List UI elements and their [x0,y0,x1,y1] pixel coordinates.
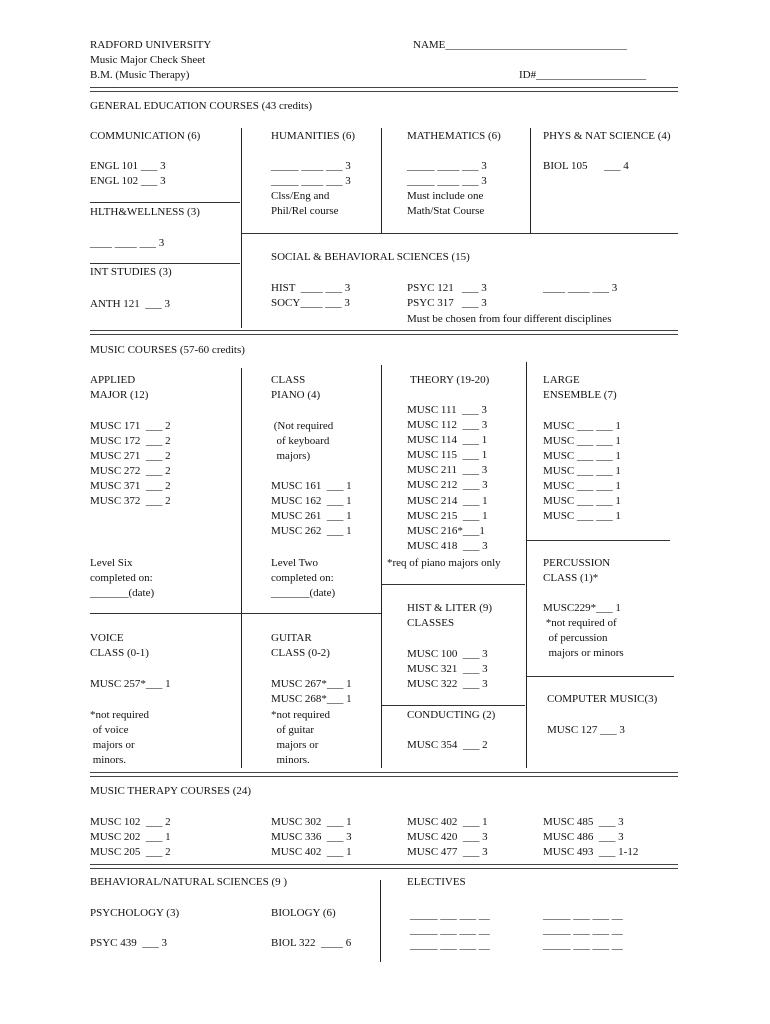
column-rule [241,128,242,328]
course-line: MUSC 371 ___ 2 [90,480,171,492]
communication-heading: COMMUNICATION (6) [90,130,201,142]
course-line: MUSC 205 ___ 2 [90,846,171,858]
course-line: MUSC 485 ___ 3 [543,816,624,828]
elective-field[interactable]: _____ ___ ___ __ [410,939,490,951]
course-line: MUSC 302 ___ 1 [271,816,352,828]
mathematics-heading: MATHEMATICS (6) [407,130,501,142]
course-line: MUSC 420 ___ 3 [407,831,488,843]
course-line: MUSC 111 ___ 3 [407,404,487,416]
computer-music-heading: COMPUTER MUSIC(3) [547,693,658,705]
course-line: MUSC ___ ___ 1 [543,420,621,432]
note-line: majors or [271,739,319,751]
applied-heading: MAJOR (12) [90,389,149,401]
elective-field[interactable]: _____ ___ ___ __ [543,924,623,936]
course-line: PSYC 317 ___ 3 [407,297,487,309]
note-line: *not required of [543,617,617,629]
divider [382,584,525,585]
note-line: majors) [271,450,311,462]
note-line: of voice [90,724,129,736]
course-line: MUSC 267*___ 1 [271,678,352,690]
course-line: HIST ____ ___ 3 [271,282,351,294]
course-line: BIOL 105 ___ 4 [543,160,629,172]
course-line: MUSC ___ ___ 1 [543,465,621,477]
voice-heading: CLASS (0-1) [90,647,149,659]
humanities-heading: HUMANITIES (6) [271,130,356,142]
hlth-heading: HLTH&WELLNESS (3) [90,206,200,218]
course-line: PSYC 439 ___ 3 [90,937,168,949]
large-ensemble-heading: ENSEMBLE (7) [543,389,617,401]
note-line: *req of piano majors only [387,557,501,569]
course-line: _____ ____ ___ 3 [271,175,351,187]
social-heading: SOCIAL & BEHAVIORAL SCIENCES (15) [271,251,470,263]
level-line: Level Six [90,557,133,569]
column-rule [381,128,382,233]
electives-title: ELECTIVES [407,876,466,888]
course-line: MUSC ___ ___ 1 [543,450,621,462]
course-line: MUSC 402 ___ 1 [407,816,488,828]
degree-title: B.M. (Music Therapy) [90,69,190,81]
note-line: of guitar [271,724,315,736]
psychology-heading: PSYCHOLOGY (3) [90,907,180,919]
note-line: minors. [90,754,127,766]
note-line: Math/Stat Course [407,205,485,217]
guitar-heading: GUITAR [271,632,312,644]
course-line: MUSC 336 ___ 3 [271,831,352,843]
hist-liter-heading: CLASSES [407,617,455,629]
course-line: MUSC ___ ___ 1 [543,435,621,447]
course-line: MUSC 271 ___ 2 [90,450,171,462]
course-line: SOCY____ ___ 3 [271,297,350,309]
note-line: *not required [90,709,149,721]
course-line: MUSC 262 ___ 1 [271,525,352,537]
course-line: MUSC 257*___ 1 [90,678,171,690]
sheet-title: Music Major Check Sheet [90,54,206,66]
guitar-heading: CLASS (0-2) [271,647,330,659]
column-rule [381,365,382,768]
percussion-heading: PERCUSSION [543,557,611,569]
level-line: completed on: [271,572,334,584]
note-line: Must be chosen from four different disciplines [407,313,612,325]
date-field[interactable]: _______(date) [90,587,155,599]
course-line: MUSC 214 ___ 1 [407,495,488,507]
elective-field[interactable]: _____ ___ ___ __ [410,909,490,921]
course-line: MUSC 354 ___ 2 [407,739,488,751]
course-line: PSYC 121 ___ 3 [407,282,487,294]
elective-field[interactable]: _____ ___ ___ __ [543,909,623,921]
course-line: MUSC 402 ___ 1 [271,846,352,858]
course-line: MUSC 322 ___ 3 [407,678,488,690]
course-line: _____ ____ ___ 3 [407,175,487,187]
course-line: ANTH 121 ___ 3 [90,298,171,310]
course-line: MUSC 216*___1 [407,525,485,537]
applied-heading: APPLIED [90,374,136,386]
course-line: MUSC 171 ___ 2 [90,420,171,432]
course-line: MUSC 486 ___ 3 [543,831,624,843]
behavioral-title: BEHAVIORAL/NATURAL SCIENCES (9 ) [90,876,288,888]
course-line: _____ ____ ___ 3 [407,160,487,172]
biology-heading: BIOLOGY (6) [271,907,336,919]
therapy-title: MUSIC THERAPY COURSES (24) [90,785,252,797]
elective-field[interactable]: _____ ___ ___ __ [410,924,490,936]
voice-heading: VOICE [90,632,124,644]
divider [90,263,240,264]
hist-liter-heading: HIST & LITER (9) [407,602,493,614]
divider [527,676,674,677]
divider [241,233,678,234]
class-piano-heading: PIANO (4) [271,389,321,401]
course-line: _____ ____ ___ 3 [271,160,351,172]
course-line: ____ ____ ___ 3 [90,237,165,249]
course-line: MUSC 161 ___ 1 [271,480,352,492]
course-line: MUSC 261 ___ 1 [271,510,352,522]
divider [527,540,670,541]
column-rule [380,880,381,962]
section-divider [90,87,678,92]
level-line: completed on: [90,572,153,584]
name-field[interactable]: NAME_________________________________ [413,39,627,51]
course-line: ENGL 102 ___ 3 [90,175,166,187]
divider [382,705,525,706]
course-line: MUSC ___ ___ 1 [543,480,621,492]
percussion-heading: CLASS (1)* [543,572,599,584]
section-divider [90,864,678,869]
conducting-heading: CONDUCTING (2) [407,709,496,721]
course-line: MUSC 115 ___ 1 [407,449,488,461]
course-line: MUSC 268*___ 1 [271,693,352,705]
class-piano-heading: CLASS [271,374,306,386]
university-name: RADFORD UNIVERSITY [90,39,212,51]
column-rule [530,128,531,233]
course-line: MUSC 272 ___ 2 [90,465,171,477]
course-line: MUSC 372 ___ 2 [90,495,171,507]
course-line: MUSC 418 ___ 3 [407,540,488,552]
note-line: Phil/Rel course [271,205,339,217]
music-title: MUSIC COURSES (57-60 credits) [90,344,245,356]
int-studies-heading: INT STUDIES (3) [90,266,172,278]
level-line: Level Two [271,557,318,569]
elective-field[interactable]: _____ ___ ___ __ [543,939,623,951]
course-line: MUSC 211 ___ 3 [407,464,488,476]
course-line: ENGL 101 ___ 3 [90,160,166,172]
course-line: MUSC 102 ___ 2 [90,816,171,828]
id-field[interactable]: ID#____________________ [519,69,647,81]
phys-nat-heading: PHYS & NAT SCIENCE (4) [543,130,671,142]
note-line: Must include one [407,190,484,202]
large-ensemble-heading: LARGE [543,374,580,386]
note-line: of percussion [543,632,608,644]
course-line: BIOL 322 ____ 6 [271,937,352,949]
note-line: *not required [271,709,330,721]
course-line: MUSC 321 ___ 3 [407,663,488,675]
note-line: Clss/Eng and [271,190,330,202]
course-line: MUSC 215 ___ 1 [407,510,488,522]
divider [90,202,240,203]
note-line: minors. [271,754,310,766]
course-line: MUSC ___ ___ 1 [543,495,621,507]
course-line: MUSC 162 ___ 1 [271,495,352,507]
note-line: of keyboard [271,435,330,447]
gen-ed-title: GENERAL EDUCATION COURSES (43 credits) [90,100,313,112]
course-line: MUSC 477 ___ 3 [407,846,488,858]
course-line: MUSC 100 ___ 3 [407,648,488,660]
note-line: (Not required [271,420,334,432]
course-line: MUSC 202 ___ 1 [90,831,171,843]
divider [90,613,381,614]
course-line: MUSC 114 ___ 1 [407,434,488,446]
course-line: MUSC ___ ___ 1 [543,510,621,522]
course-line: MUSC229*___ 1 [543,602,621,614]
course-line: MUSC 172 ___ 2 [90,435,171,447]
course-line: MUSC 212 ___ 3 [407,479,488,491]
section-divider [90,330,678,335]
course-line: ____ ____ ___ 3 [543,282,618,294]
course-line: MUSC 112 ___ 3 [407,419,488,431]
course-line: MUSC 493 ___ 1-12 [543,846,639,858]
note-line: majors or minors [543,647,624,659]
column-rule [241,368,242,768]
date-field[interactable]: _______(date) [271,587,336,599]
note-line: majors or [90,739,135,751]
section-divider [90,772,678,777]
theory-heading: THEORY (19-20) [410,374,490,386]
column-rule [526,362,527,768]
course-line: MUSC 127 ___ 3 [547,724,625,736]
